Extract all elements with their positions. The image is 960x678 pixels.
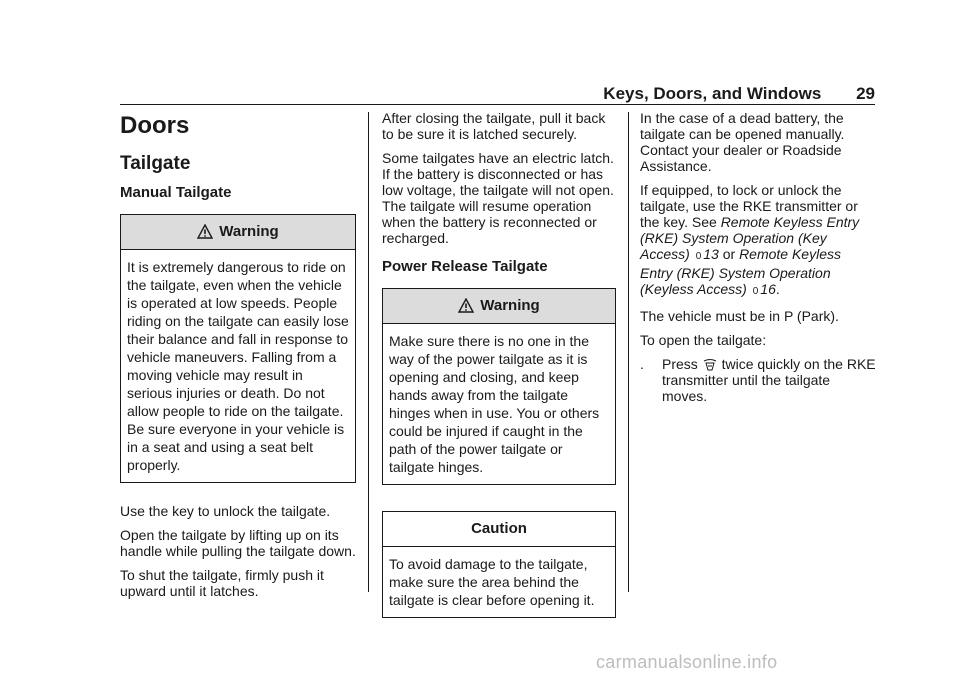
subsection-heading: Power Release Tailgate	[382, 258, 548, 275]
header-rule	[120, 104, 875, 105]
warning-box	[120, 214, 356, 483]
paragraph: Some tailgates have an electric latch. If the battery is disconnected or has low voltage, the tailgate will not open. The tailgate will resume operation when the battery is reconnected or recharged.	[382, 150, 614, 246]
paragraph: After closing the tailgate, pull it back to be sure it is latched securely.	[382, 110, 606, 142]
paragraph: The vehicle must be in P (Park).	[640, 308, 839, 324]
watermark: carmanualsonline.info	[596, 652, 778, 672]
paragraph-with-references: If equipped, to lock or unlock the tailgate, use the RKE transmitter or the key. See Remote Keyless Entry (RKE) System Operation (Key Access) 0 13 or Remote Keyless Entry (RKE) System Operation (Keyless Access) 0 16.	[640, 182, 860, 297]
column-2	[382, 110, 616, 618]
page-number: 29	[856, 84, 875, 103]
section-heading: Tailgate	[120, 153, 191, 174]
warning-text: It is extremely dangerous to ride on the tailgate, even when the vehicle is operated at low speeds. People riding on the tailgate can easily lose their balance and fall in response to vehicle maneuvers. Falling from a moving vehicle may result in serious injuries or death. Do not allow people to ride on the tailgate. Be sure everyone in your vehicle is in a seat and using a seat belt properly.	[127, 259, 349, 473]
list-item: . Press twice quickly on the RKE transmitter until the tailgate moves.	[640, 356, 876, 405]
warning-header	[121, 215, 355, 250]
bullet-dot: .	[640, 356, 644, 372]
paragraph: Open the tailgate by lifting up on its handle while pulling the tailgate down.	[120, 527, 356, 559]
warning-title: Warning	[219, 223, 279, 240]
page-ref-arrow-icon: 0	[695, 251, 702, 262]
page-header	[120, 84, 875, 104]
cross-reference-link[interactable]: Remote Keyless Entry (RKE) System Operation (Key Access)	[640, 214, 860, 262]
chapter-heading: Doors	[120, 112, 190, 139]
paragraph: Use the key to unlock the tailgate.	[120, 503, 331, 519]
caution-text: To avoid damage to the tailgate, make sure the area behind the tailgate is clear before opening it.	[389, 556, 595, 608]
column-divider	[628, 112, 629, 592]
warning-title: Warning	[480, 297, 540, 314]
tailgate-key-icon	[703, 358, 717, 372]
paragraph: To shut the tailgate, firmly push it upward until it latches.	[120, 567, 324, 599]
subsection-heading: Manual Tailgate	[120, 184, 232, 201]
column-divider	[368, 112, 369, 592]
caution-box	[382, 511, 616, 618]
cross-reference-link[interactable]: Remote Keyless Entry (RKE) System Operation (Keyless Access)	[640, 246, 841, 297]
paragraph: In the case of a dead battery, the tailgate can be opened manually. Contact your dealer or Roadside Assistance.	[640, 110, 845, 174]
paragraph: To open the tailgate:	[640, 332, 767, 348]
warning-triangle-icon	[197, 224, 213, 240]
warning-triangle-icon	[458, 298, 474, 314]
section-title: Keys, Doors, and Windows	[603, 84, 822, 103]
page-ref-number[interactable]: 16	[760, 281, 776, 297]
warning-header	[383, 289, 615, 324]
page-ref-arrow-icon: 0	[752, 286, 759, 297]
caution-title: Caution	[471, 520, 527, 537]
column-3	[640, 110, 876, 404]
warning-box	[382, 288, 616, 485]
warning-text: Make sure there is no one in the way of the power tailgate as it is opening and closing, and keep hands away from the tailgate hinges when in use. You or others could be injured if caught in the path of the power tailgate or tailgate hinges.	[389, 333, 600, 475]
page-ref-number[interactable]: 13	[703, 246, 719, 262]
caution-header	[383, 512, 615, 547]
column-1	[120, 110, 356, 607]
